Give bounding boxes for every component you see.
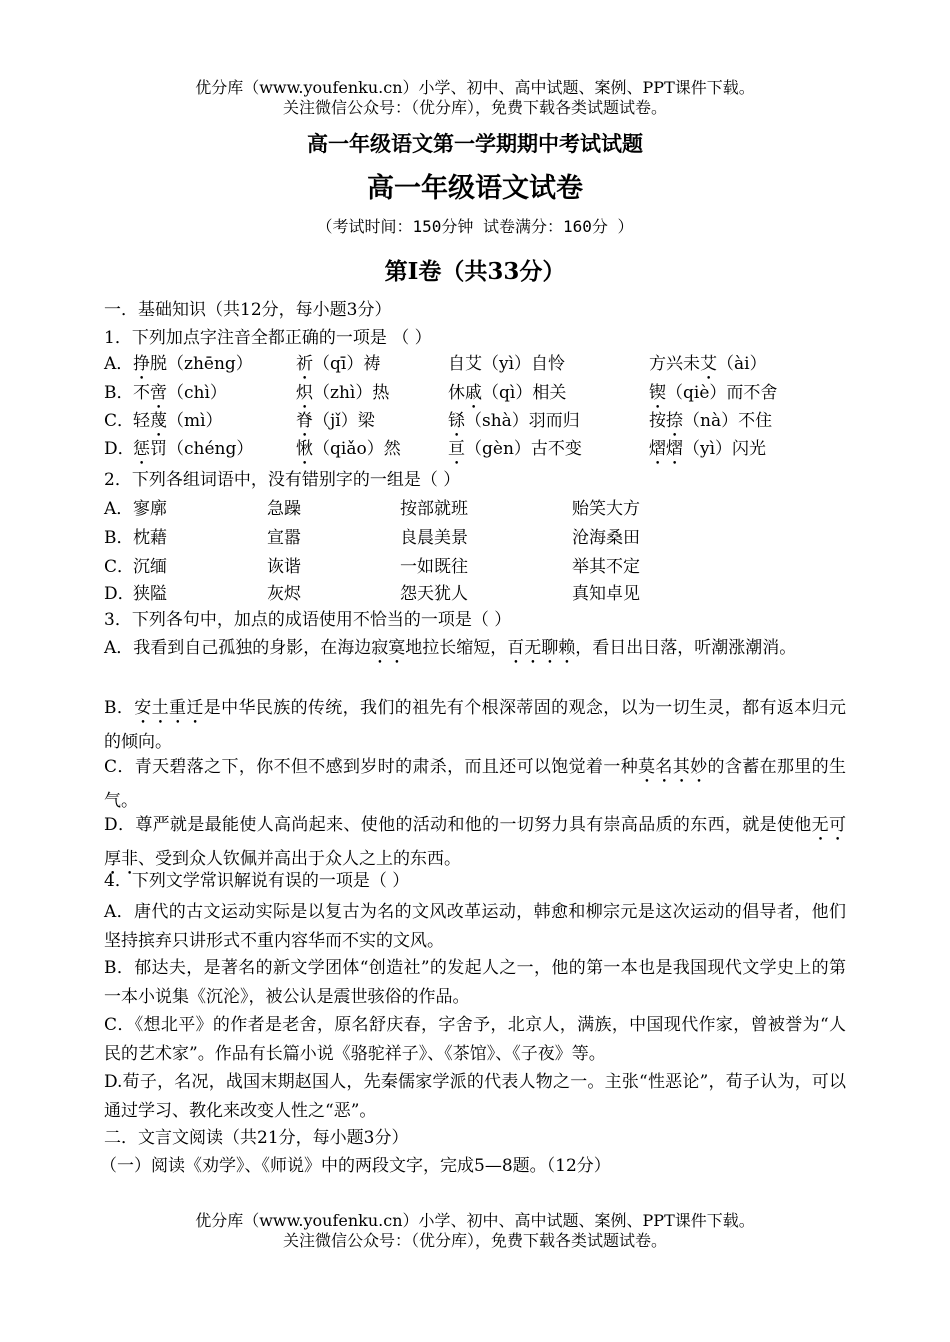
q2-option-word: 诙谐 (267, 557, 301, 577)
q1-option-item: 休戚（qì）相关 (448, 383, 567, 403)
q1-option-item: 方兴未艾（ài） (649, 354, 767, 374)
q4-option-b: B．郁达夫，是著名的新文学团体“创造社”的发起人之一，他的第一本也是我国现代文学史上的第一本小说集《沉沦》，被公认是震世骇俗的作品。 (104, 958, 846, 1007)
q2-option-label: B． (104, 528, 134, 548)
q1-stem: 1．下列加点字注音全都正确的一项是 （ ） (104, 328, 432, 348)
q1-option-label: A． (104, 354, 134, 374)
page-footer (0, 1211, 950, 1251)
q2-option-word: 沧海桑田 (572, 528, 640, 548)
q1-option-item: 祈（qī）祷 (296, 354, 381, 374)
volume-title: 第Ⅰ卷（共33分） (384, 258, 566, 285)
q1-option-label: D． (104, 439, 135, 459)
q1-option-item: 炽（zhì）热 (296, 383, 390, 403)
q1-option-item: 锲（qiè）而不舍 (649, 383, 778, 403)
q2-option-word: 沉缅 (133, 557, 167, 577)
exam-title: 高一年级语文第一学期期中考试试题 (307, 131, 643, 156)
q1-option-item: 挣脱（zhēng） (133, 354, 253, 374)
q2-option-word: 按部就班 (400, 499, 468, 519)
q4-option-d: D.荀子，名况，战国末期赵国人，先秦儒家学派的代表人物之一。主张“性恶论”，荀子认为，可以通过学习、教化来改变人性之“恶”。 (104, 1072, 846, 1121)
q2-option-word: 贻笑大方 (572, 499, 640, 519)
header-line-1: 优分库（www.youfenku.cn）小学、初中、高中试题、案例、PPT课件下载。 (195, 78, 755, 97)
q2-option-word: 寥廓 (133, 499, 167, 519)
section-2-intro: （一）阅读《劝学》、《师说》中的两段文字，完成5—8题。（12分） (100, 1156, 611, 1176)
q1-option-item: 铩（shà）羽而归 (448, 411, 580, 431)
q3-option-b: B．安土重迁是中华民族的传统，我们的祖先有个根深蒂固的观念，以为一切生灵，都有返本归元的倾向。 (104, 698, 847, 752)
q1-option-label: C． (104, 411, 135, 431)
q2-option-label: D． (104, 584, 135, 604)
header-line-2: 关注微信公众号：（优分库），免费下载各类试题试卷。 (282, 98, 667, 117)
q2-option-word: 良晨美景 (400, 528, 468, 548)
q1-option-item: 愀（qiǎo）然 (296, 439, 401, 459)
q2-option-word: 宣嚣 (267, 528, 301, 548)
q3-option-a: A．我看到自己孤独的身影，在海边寂寞地拉长缩短，百无聊赖，看日出日落，听潮涨潮消。 (104, 638, 797, 658)
q3-option-d: D．尊严就是最能使人高尚起来、使他的活动和他的一切努力具有崇高品质的东西，就是使他无可厚非、受到众人钦佩并高出于众人之上的东西。 (104, 815, 846, 869)
q2-option-word: 真知卓见 (572, 584, 640, 604)
q4-option-a: A．唐代的古文运动实际是以复古为名的文风改革运动，韩愈和柳宗元是这次运动的倡导者，他们坚持摈弃只讲形式不重内容华而不实的文风。 (104, 902, 846, 951)
q1-option-item: 熠熠（yì）闪光 (649, 439, 767, 459)
exam-info: （考试时间：150分钟 试卷满分：160分 ） (316, 217, 634, 236)
q1-option-item: 亘（gèn）古不变 (448, 439, 582, 459)
q4-option-c: C．《想北平》的作者是老舍，原名舒庆春，字舍予，北京人，满族，中国现代作家，曾被誉为“人民的艺术家”。作品有长篇小说《骆驼祥子》、《茶馆》、《子夜》等。 (104, 1015, 846, 1064)
q2-option-label: A． (104, 499, 134, 519)
q1-option-item: 轻蔑（mì） (133, 411, 223, 431)
q2-option-word: 怨天犹人 (400, 584, 468, 604)
footer-line-2: 关注微信公众号：（优分库），免费下载各类试题试卷。 (282, 1231, 667, 1250)
q1-option-item: 不啻（chì） (133, 383, 227, 403)
q1-option-item: 按捺（nà）不住 (649, 411, 773, 431)
q1-option-item: 惩罚（chéng） (133, 439, 254, 459)
section-2-heading: 二．文言文阅读（共21分，每小题3分） (104, 1128, 409, 1148)
paper-title: 高一年级语文试卷 (367, 173, 583, 204)
q1-option-label: B． (104, 383, 134, 403)
q3-option-c: C．青天碧落之下，你不但不感到岁时的肃杀，而且还可以饱觉着一种莫名其妙的含蓄在那里的生气。 (104, 757, 847, 811)
q2-option-word: 举其不定 (572, 557, 640, 577)
q2-option-word: 狭隘 (133, 584, 167, 604)
page-header (0, 78, 950, 118)
footer-line-1: 优分库（www.youfenku.cn）小学、初中、高中试题、案例、PPT课件下载。 (195, 1211, 755, 1230)
section-1-heading: 一．基础知识（共12分，每小题3分） (104, 300, 392, 320)
q2-option-word: 急躁 (267, 499, 301, 519)
q1-option-item: 脊（jǐ）梁 (296, 411, 375, 431)
q2-option-label: C． (104, 557, 135, 577)
q1-option-item: 自艾（yì）自怜 (448, 354, 566, 374)
q4-stem: 4．下列文学常识解说有误的一项是（ ） (104, 871, 410, 891)
q2-stem: 2．下列各组词语中，没有错别字的一组是（ ） (104, 470, 461, 490)
q2-option-word: 一如既往 (400, 557, 468, 577)
q3-stem: 3．下列各句中，加点的成语使用不恰当的一项是（ ） (104, 610, 512, 630)
q2-option-word: 灰烬 (267, 584, 301, 604)
q2-option-word: 枕藉 (133, 528, 167, 548)
